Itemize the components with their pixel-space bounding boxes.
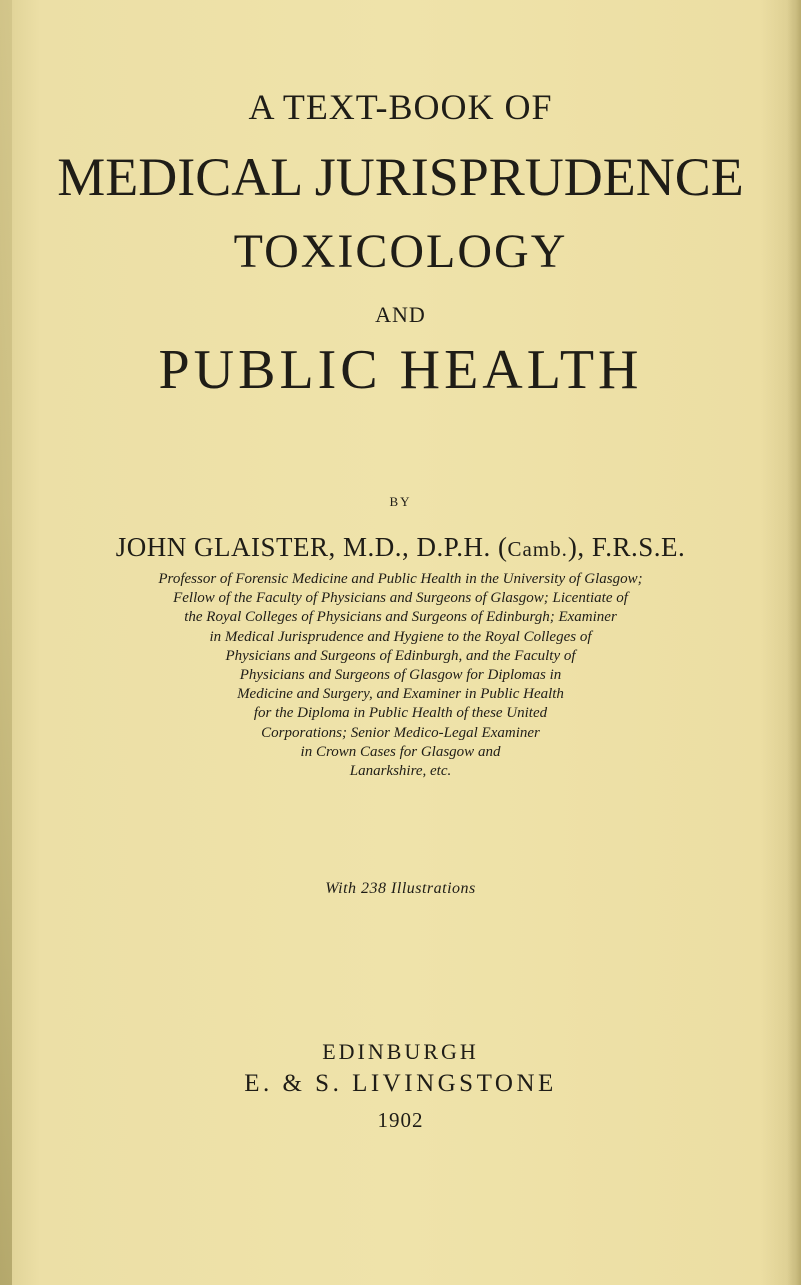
credentials-line: Medicine and Surgery, and Examiner in Public Health: [237, 686, 564, 703]
title-line-2: MEDICAL JURISPRUDENCE: [57, 147, 744, 207]
credentials-line: for the Diploma in Public Health of these United: [253, 705, 548, 722]
credentials-line: Professor of Forensic Medicine and Public Health in the University of Glasgow;: [158, 571, 643, 587]
imprint-publisher: E. & S. LIVINGSTONE: [244, 1070, 557, 1097]
illustrations-note: With 238 Illustrations: [325, 880, 476, 897]
author-name-suffix: ), F.R.S.E.: [567, 532, 686, 562]
credentials-line: Physicians and Surgeons of Edinburgh, and the Faculty of: [225, 647, 576, 664]
byline: BY: [389, 494, 412, 509]
title-line-1: A TEXT-BOOK OF: [248, 87, 553, 127]
credentials-line: Corporations; Senior Medico-Legal Examiner: [261, 724, 540, 741]
author-credentials: [0, 570, 801, 781]
credentials-line: in Medical Jurisprudence and Hygiene to the Royal Colleges of: [209, 628, 592, 645]
author-name-main: JOHN GLAISTER, M.D., D.P.H. (: [115, 532, 508, 562]
imprint-year: 1902: [377, 1108, 424, 1132]
credentials-line: Fellow of the Faculty of Physicians and Surgeons of Glasgow; Licentiate of: [173, 590, 628, 607]
credentials-line: in Crown Cases for Glasgow and: [300, 743, 501, 760]
credentials-line: Lanarkshire, etc.: [349, 763, 452, 780]
title-line-4: AND: [375, 302, 426, 327]
author-name: [0, 532, 801, 563]
title-line-5: PUBLIC HEALTH: [158, 339, 643, 401]
credentials-line: the Royal Colleges of Physicians and Surgeons of Edinburgh; Examiner: [184, 609, 617, 626]
credentials-line: Physicians and Surgeons of Glasgow for Diplomas in: [239, 667, 562, 684]
imprint-city: EDINBURGH: [322, 1039, 479, 1064]
title-line-3: TOXICOLOGY: [233, 225, 568, 278]
author-degree-smallcaps: Camb.: [507, 537, 568, 561]
